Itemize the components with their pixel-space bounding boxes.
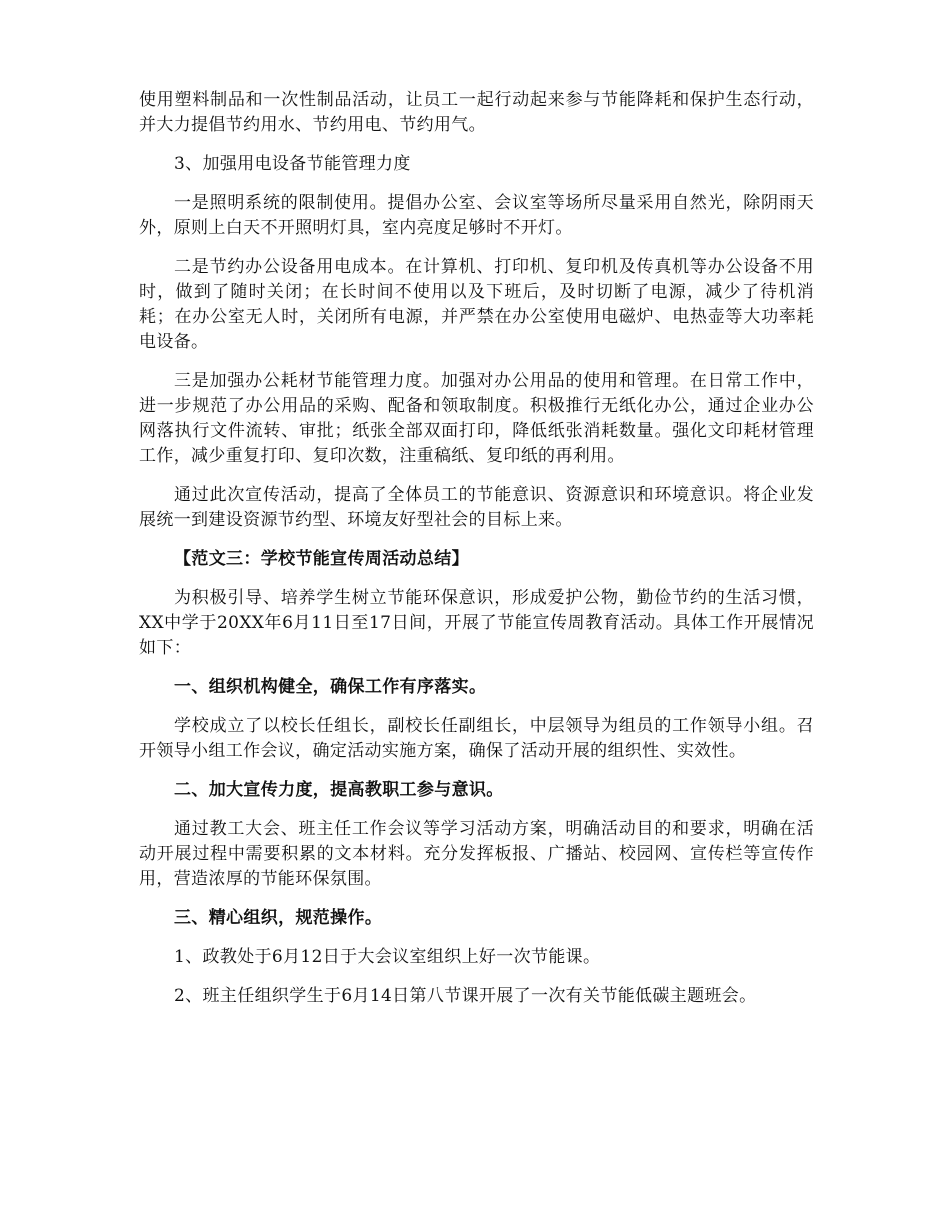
section-title: 【范文三：学校节能宣传周活动总结】 bbox=[174, 549, 469, 569]
section-heading: 二、加大宣传力度，提高教职工参与意识。 bbox=[174, 780, 504, 800]
paragraph: 三是加强办公耗材节能管理力度。加强对办公用品的使用和管理。在日常工作中，进一步规范了办公用品的采购、配备和领取制度。积极推行无纸化办公，通过企业办公网落执行文件流转、审批；纸张全部双面打印，降低纸张消耗数量。强化文印耗材管理工作，减少重复打印、复印次数，注重稿纸、复印纸的再利用。 bbox=[139, 371, 814, 466]
section-heading: 一、组织机构健全，确保工作有序落实。 bbox=[174, 677, 487, 697]
paragraph: 通过此次宣传活动，提高了全体员工的节能意识、资源意识和环境意识。将企业发展统一到建设资源节约型、环境友好型社会的目标上来。 bbox=[139, 485, 814, 530]
paragraph: 3、加强用电设备节能管理力度 bbox=[174, 154, 411, 174]
paragraph: 二是节约办公设备用电成本。在计算机、打印机、复印机及传真机等办公设备不用时，做到了随时关闭；在长时间不使用以及下班后，及时切断了电源，减少了待机消耗；在办公室无人时，关闭所有电源，并严禁在办公室使用电磁炉、电热壶等大功率耗电设备。 bbox=[139, 257, 814, 352]
paragraph: 为积极引导、培养学生树立节能环保意识，形成爱护公物，勤俭节约的生活习惯，XX中学于20XX年6月11日至17日间，开展了节能宣传周教育活动。具体工作开展情况如下： bbox=[139, 588, 814, 658]
paragraph: 学校成立了以校长任组长，副校长任副组长，中层领导为组员的工作领导小组。召开领导小组工作会议，确定活动实施方案，确保了活动开展的组织性、实效性。 bbox=[139, 716, 814, 761]
document-body bbox=[139, 88, 814, 1023]
list-item: 1、政教处于6月12日于大会议室组织上好一次节能课。 bbox=[174, 947, 601, 967]
paragraph: 使用塑料制品和一次性制品活动，让员工一起行动起来参与节能降耗和保护生态行动，并大力提倡节约用水、节约用电、节约用气。 bbox=[139, 90, 814, 135]
paragraph: 通过教工大会、班主任工作会议等学习活动方案，明确活动目的和要求，明确在活动开展过程中需要积累的文本材料。充分发挥板报、广播站、校园网、宣传栏等宣传作用，营造浓厚的节能环保氛围。 bbox=[139, 819, 814, 889]
paragraph: 一是照明系统的限制使用。提倡办公室、会议室等场所尽量采用自然光，除阴雨天外，原则上白天不开照明灯具，室内亮度足够时不开灯。 bbox=[139, 193, 814, 238]
list-item: 2、班主任组织学生于6月14日第八节课开展了一次有关节能低碳主题班会。 bbox=[174, 986, 757, 1006]
section-heading: 三、精心组织，规范操作。 bbox=[174, 908, 383, 928]
